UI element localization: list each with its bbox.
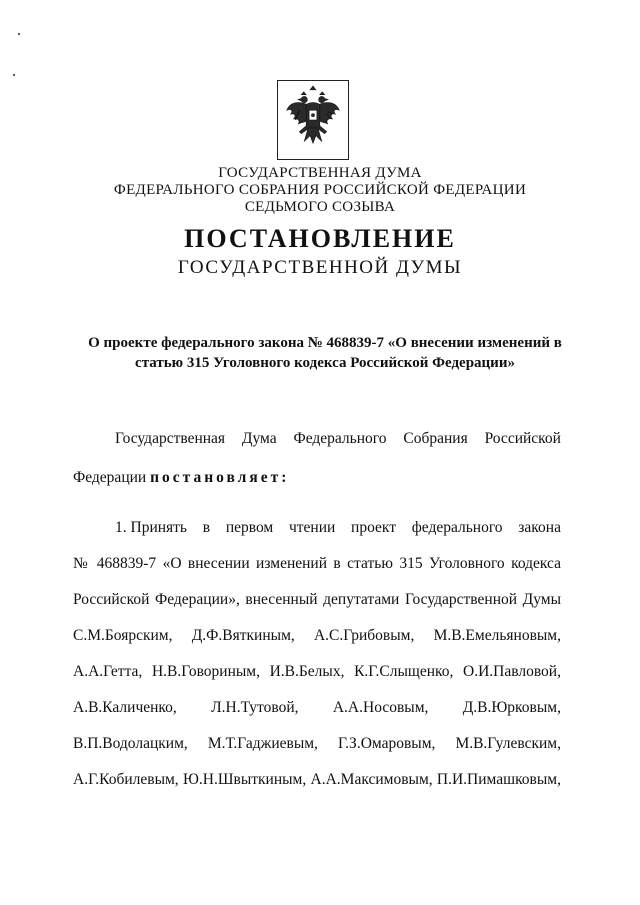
item1-line-2: № 468839-7 «О внесении изменений в статью 315 Уголовного кодекса [73, 555, 561, 572]
document-subtitle: ГОСУДАРСТВЕННОЙ ДУМЫ [177, 257, 463, 278]
deputy-name: И.В.Белых, [269, 663, 345, 680]
resolution-subject: О проекте федерального закона № 468839-7 «О внесении изменений в статью 315 Уголовного кодекса Российской Федерации» [88, 335, 562, 371]
deputy-name: А.А.Носовым, [332, 699, 429, 716]
item1-word: чтении [288, 519, 336, 536]
item1-line-7 [73, 735, 561, 753]
preamble-text: Федерации [73, 469, 147, 486]
document-type-title: ПОСТАНОВЛЕНИЕ [184, 224, 456, 253]
deputy-name: М.В.Емельяновым, [433, 627, 561, 644]
item1-line-3: Российской Федерации», внесенный депутатами Государственной Думы [73, 591, 561, 608]
item1-word: первом [225, 519, 274, 536]
preamble-verb: постановляет: [150, 469, 290, 486]
deputy-name: М.Т.Гаджиевым, [207, 735, 318, 752]
deputy-name: А.А.Максимовым, [310, 771, 433, 788]
deputy-name: М.В.Гулевским, [455, 735, 561, 752]
preamble-word: Собрания [403, 430, 468, 447]
deputy-name: Н.В.Говориным, [151, 663, 260, 680]
preamble-line-2 [73, 469, 289, 487]
preamble-word: Дума [241, 430, 277, 447]
preamble-word: Федерального [293, 430, 387, 447]
org-line-3: СЕДЬМОГО СОЗЫВА [244, 199, 396, 215]
item1-line-1 [115, 519, 561, 537]
org-line-2: ФЕДЕРАЛЬНОГО СОБРАНИЯ РОССИЙСКОЙ ФЕДЕРАЦИИ [113, 182, 527, 198]
preamble-word: Государственная [115, 430, 226, 447]
deputy-name: К.Г.Слыщенко, [354, 663, 454, 680]
item1-line-8 [73, 771, 561, 789]
deputy-name: А.А.Гетта, [73, 663, 143, 680]
item1-word: проект [351, 519, 396, 536]
item1-line-6 [73, 699, 561, 717]
coat-of-arms-emblem [277, 80, 349, 160]
preamble-word: Российской [484, 430, 561, 447]
double-headed-eagle-icon [278, 81, 348, 159]
item1-line-5 [73, 663, 561, 681]
item1-word: 1. Принять [115, 519, 188, 536]
deputy-name: П.И.Пимашковым, [436, 771, 561, 788]
deputy-name: Г.З.Омаровым, [337, 735, 436, 752]
scan-speck [13, 74, 15, 76]
deputy-name: Д.Ф.Вяткиным, [191, 627, 295, 644]
deputy-name: А.Г.Кобилевым, [73, 771, 179, 788]
deputy-name: А.С.Грибовым, [313, 627, 415, 644]
deputy-name: А.В.Каличенко, [73, 699, 177, 716]
deputy-name: Л.Н.Тутовой, [211, 699, 299, 716]
item1-word: закона [518, 519, 561, 536]
deputy-name: С.М.Боярским, [73, 627, 173, 644]
item1-word: федерального [411, 519, 503, 536]
org-line-1: ГОСУДАРСТВЕННАЯ ДУМА [218, 165, 422, 181]
scan-speck [18, 33, 20, 35]
deputy-name: О.И.Павловой, [463, 663, 561, 680]
item1-word: в [202, 519, 211, 536]
preamble-line-1 [115, 430, 561, 448]
deputy-name: Д.В.Юрковым, [462, 699, 561, 716]
deputy-name: В.П.Водолацким, [73, 735, 188, 752]
deputy-name: Ю.Н.Швыткиным, [182, 771, 307, 788]
item1-line-4 [73, 627, 561, 645]
